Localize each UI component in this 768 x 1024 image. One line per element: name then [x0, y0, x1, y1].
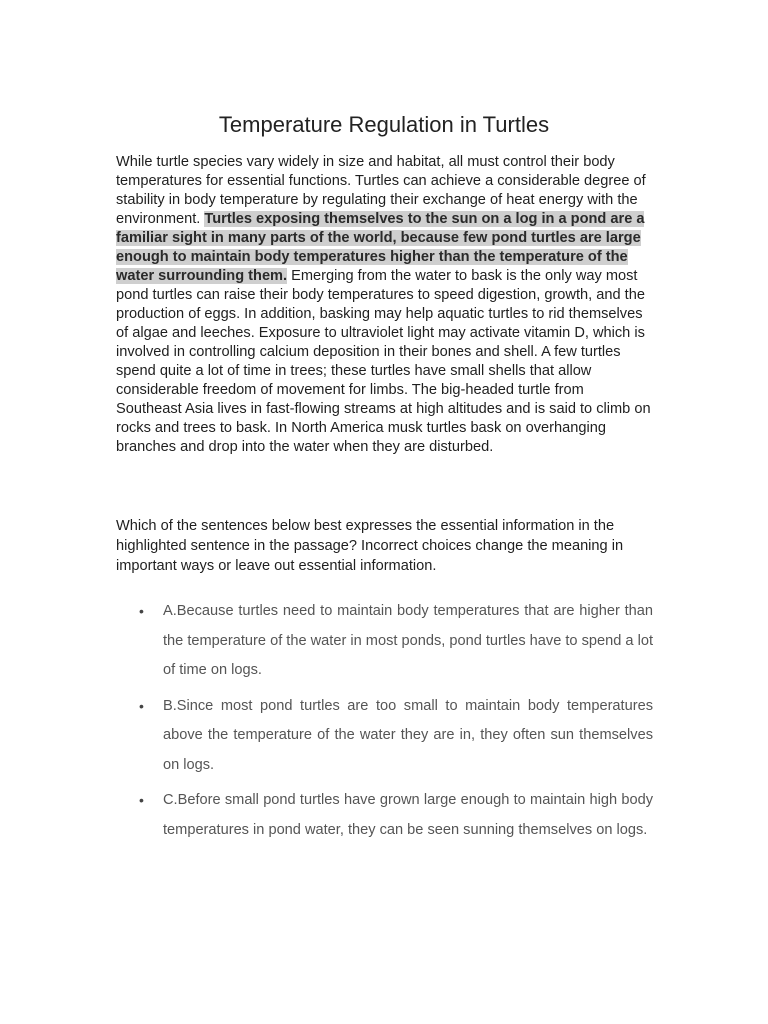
choice-c[interactable]	[116, 786, 653, 845]
question-prompt: Which of the sentences below best expresses the essential information in the highlighted sentence in the passage? Incorrect choices change the meaning in important ways or leave out essential information.	[116, 518, 624, 574]
highlighted-sentence: Turtles exposing themselves to the sun on a log in a pond are a familiar sight in many parts of the world, because few pond turtles are large enough to maintain body temperatures higher than the temperature of the water surrounding them.	[116, 211, 645, 284]
bullet-icon: •	[139, 603, 144, 619]
bullet-icon: •	[139, 697, 144, 714]
choice-a[interactable]	[116, 597, 653, 686]
reading-passage	[116, 153, 653, 457]
choice-c-text: C.Before small pond turtles have grown large enough to maintain high body temperatures in pond water, they can be seen sunning themselves on logs.	[163, 792, 653, 838]
passage-text-after: Emerging from the water to bask is the only way most pond turtles can raise their body temperatures to speed digestion, growth, and the production of eggs. In addition, basking may help aquatic turtles to rid themselves of algae and leeches. Exposure to ultraviolet light may activate vitamin D, which is involved in controlling calcium deposition in their bones and shell. A few turtles spend quite a lot of time in trees; these turtles have small shells that allow considerable freedom of movement for limbs. The big-headed turtle from Southeast Asia lives in fast-flowing streams at high altitudes and is said to climb on rocks and trees to bask. In North America musk turtles bask on overhanging branches and drop into the water when they are disturbed.	[116, 268, 651, 455]
passage-text-before: While turtle species vary widely in size and habitat, all must control their body temperatures for essential functions. Turtles can achieve a considerable degree of stability in body temperature by regulating their exchange of heat energy with the environment.	[116, 154, 646, 227]
answer-choices	[116, 597, 653, 851]
bullet-icon: •	[139, 792, 144, 808]
choice-a-text: A.Because turtles need to maintain body temperatures that are higher than the temperature of the water in most ponds, pond turtles have to spend a lot of time on logs.	[163, 603, 653, 678]
choice-b[interactable]	[116, 692, 653, 781]
page-title: Temperature Regulation in Turtles	[218, 112, 550, 137]
choice-b-text: B.Since most pond turtles are too small to maintain body temperatures above the temperature of the water they are in, they often sun themselves on logs.	[163, 697, 653, 773]
